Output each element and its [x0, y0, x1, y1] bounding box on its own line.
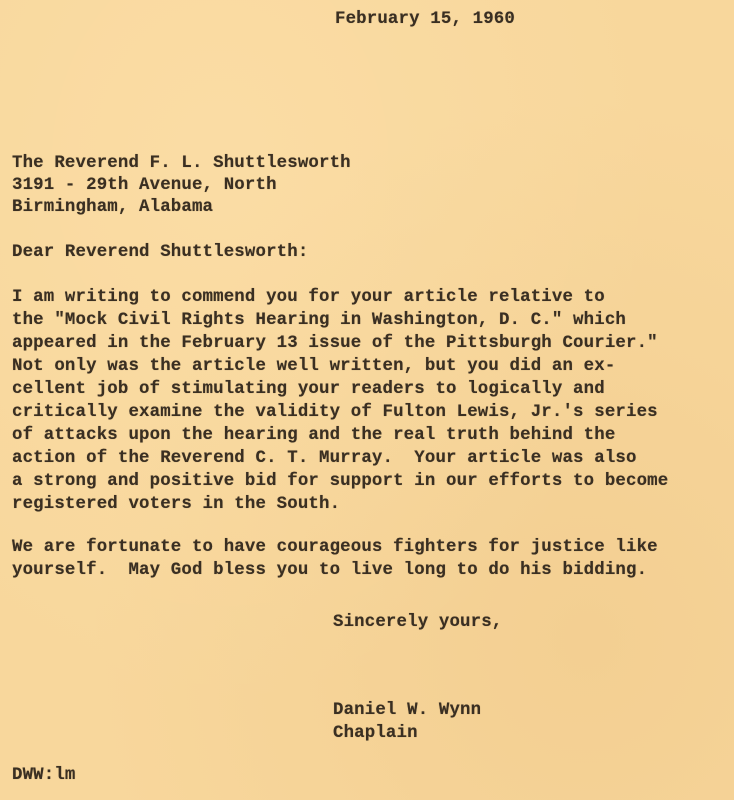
salutation: Dear Reverend Shuttlesworth:	[12, 243, 309, 262]
body-line: Not only was the article well written, but you did an ex-	[12, 357, 616, 376]
body-line: registered voters in the South.	[12, 495, 341, 514]
body-line: appeared in the February 13 issue of the Pittsburgh Courier."	[12, 334, 658, 353]
recipient-street: 3191 - 29th Avenue, North	[12, 176, 277, 195]
body-line: I am writing to commend you for your article relative to	[12, 288, 605, 307]
body-line: yourself. May God bless you to live long to do his bidding.	[12, 561, 648, 580]
reference-initials: DWW:lm	[12, 766, 76, 785]
body-line: action of the Reverend C. T. Murray. Your article was also	[12, 449, 637, 468]
body-line: the "Mock Civil Rights Hearing in Washington, D. C." which	[12, 311, 626, 330]
letter-date: February 15, 1960	[335, 10, 515, 29]
body-line: We are fortunate to have courageous fighters for justice like	[12, 538, 658, 557]
recipient-name: The Reverend F. L. Shuttlesworth	[12, 154, 351, 173]
signer-title: Chaplain	[333, 724, 418, 743]
body-line: critically examine the validity of Fulton Lewis, Jr.'s series	[12, 403, 658, 422]
complimentary-closing: Sincerely yours,	[333, 613, 503, 632]
body-line: of attacks upon the hearing and the real truth behind the	[12, 426, 616, 445]
body-line: a strong and positive bid for support in our efforts to become	[12, 472, 669, 491]
body-line: cellent job of stimulating your readers to logically and	[12, 380, 605, 399]
recipient-city: Birmingham, Alabama	[12, 198, 214, 217]
signer-name: Daniel W. Wynn	[333, 701, 482, 720]
